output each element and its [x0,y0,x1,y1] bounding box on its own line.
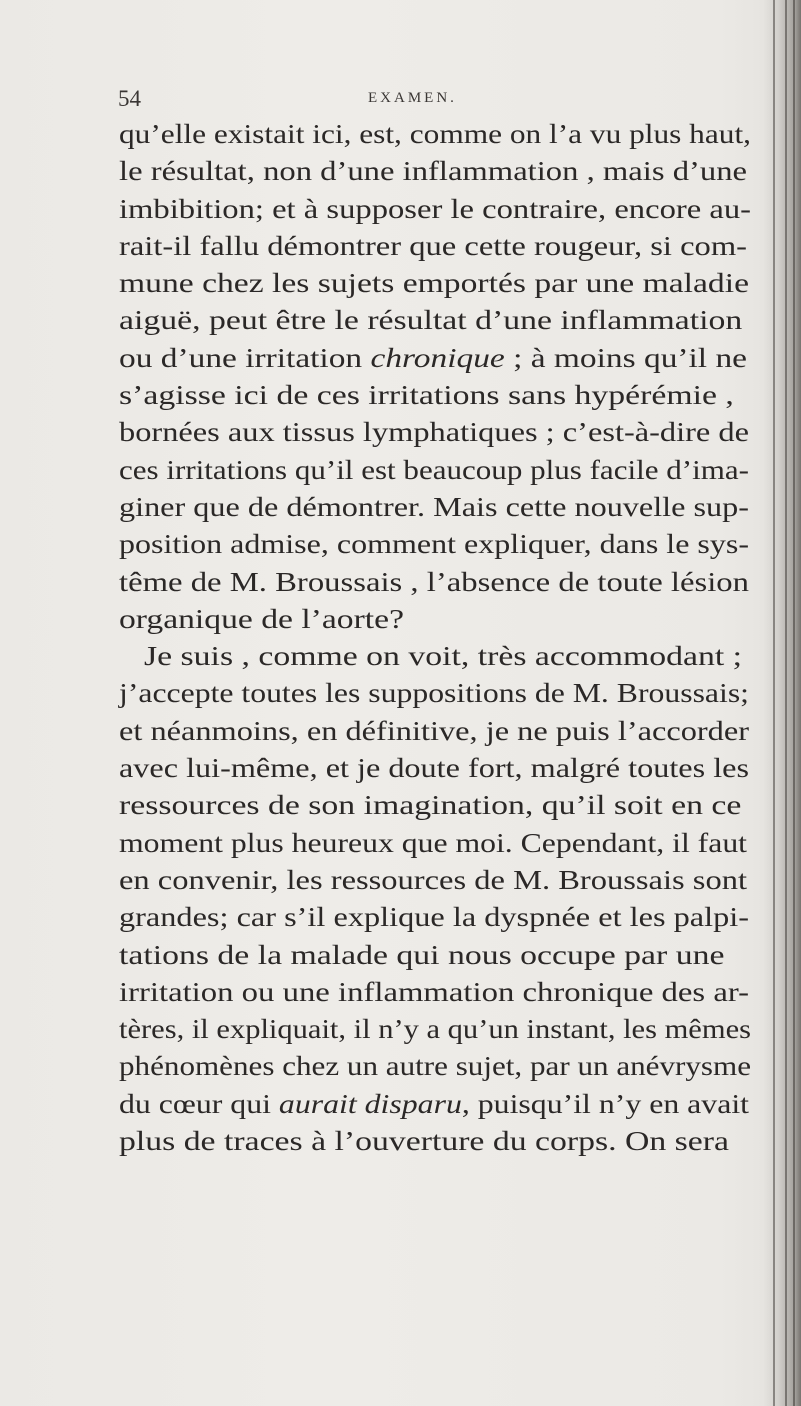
body-text [119,116,779,1160]
running-title: EXAMEN. [368,90,457,106]
text-line: moment plus heureux que moi. Cependant, il faut [119,827,747,858]
text-line: ces irritations qu’il est beaucoup plus facile d’ima- [119,454,749,485]
text-line: Je suis , comme on voit, très accommodant ; [144,641,743,672]
page-header [118,86,768,116]
text-line: qu’elle existait ici, est, comme on l’a vu plus haut, [119,119,751,149]
text-line: et néanmoins, en définitive, je ne puis l’accorder [119,715,749,746]
text-line: imbibition; et à supposer le contraire, encore au- [119,193,751,224]
text-line: ressources de son imagination, qu’il soit en ce [119,790,742,821]
text-line: avec lui-même, et je doute fort, malgré toutes les [119,753,749,784]
text-line: irritation ou une inflammation chronique des ar- [119,976,749,1007]
text-line [119,1086,779,1123]
text-line: rait-il fallu démontrer que cette rougeur, si com- [119,230,747,261]
text-line: j’accepte toutes les suppositions de M. Broussais; [119,678,749,709]
text-span: ou d’une irritation [119,342,371,373]
text-line: plus de traces à l’ouverture du corps. On sera [119,1126,729,1157]
text-line: bornées aux tissus lymphatiques ; c’est-à-dire de [119,417,749,448]
text-line: tations de la malade qui nous occupe par une [119,939,725,970]
text-line: en convenir, les ressources de M. Broussais sont [119,864,747,895]
text-line: mune chez les sujets emportés par une maladie [119,268,749,299]
page-edge-line [785,0,787,1406]
text-line: le résultat, non d’une inflammation , mais d’une [119,156,747,187]
italic-text: chronique [370,342,505,373]
page-number: 54 [118,86,141,111]
text-line: organique de l’aorte? [119,603,404,634]
text-span: , puisqu’il n’y en avait [461,1088,749,1119]
text-line: position admise, comment expliquer, dans le sys- [119,529,749,560]
text-line: aiguë, peut être le résultat d’une inflammation [119,305,743,336]
text-line: tême de M. Broussais , l’absence de toute lésion [119,566,749,597]
text-line: grandes; car s’il explique la dyspnée et les palpi- [119,902,749,933]
italic-text: aurait disparu [278,1088,462,1119]
text-span: du cœur qui [119,1088,279,1119]
text-span: ; à moins qu’il ne [504,342,747,373]
text-line: phénomènes chez un autre sujet, par un anévrysme [119,1051,751,1082]
text-line: tères, il expliquait, il n’y a qu’un instant, les mêmes [119,1014,751,1045]
text-line: giner que de démontrer. Mais cette nouvelle sup- [119,491,749,522]
page-edge-line [793,0,795,1406]
text-line [119,340,779,377]
text-line: s’agisse ici de ces irritations sans hypérémie , [119,380,734,411]
